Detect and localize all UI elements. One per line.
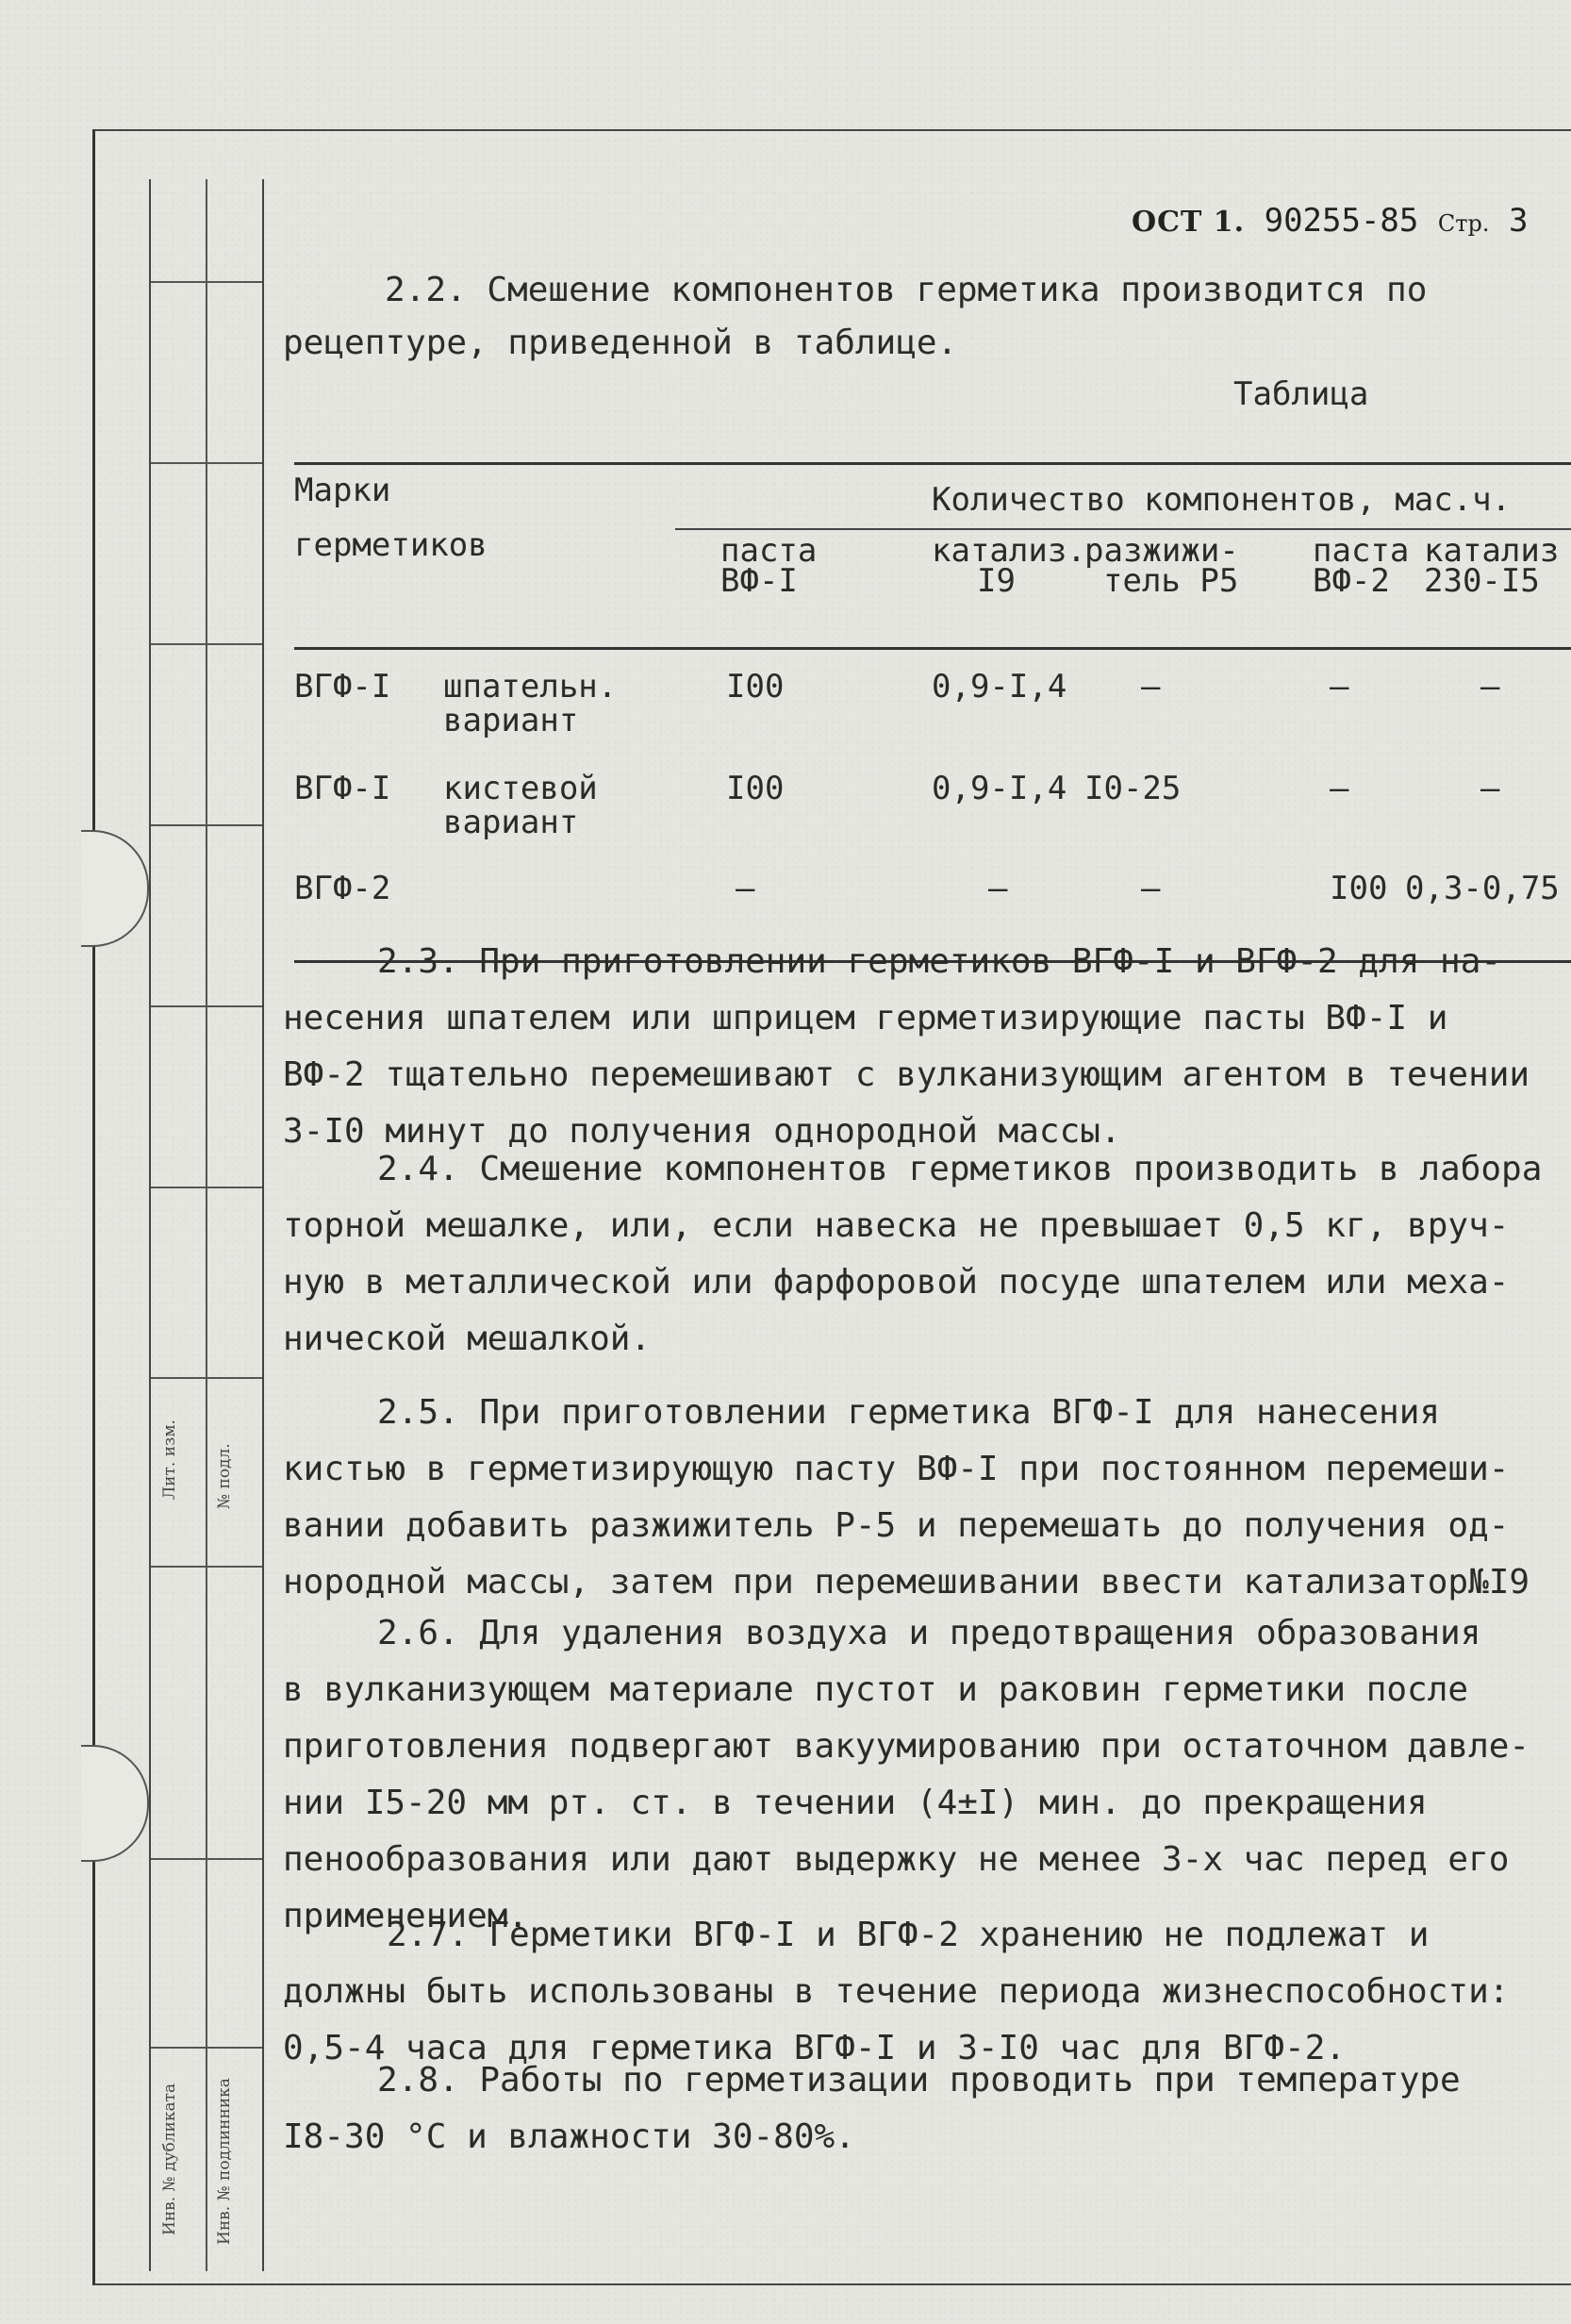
text-line: ВФ-2 тщательно перемешивают с вулканизующим агентом в течении: [283, 1055, 1530, 1094]
text-line: 2.8. Работы по герметизации проводить при температуре: [377, 2061, 1461, 2100]
text-line: в вулканизующем материале пустот и раковин герметики после: [283, 1670, 1469, 1709]
table-cell: 0,9-I,4: [932, 770, 1067, 807]
col-header: катализ: [1424, 532, 1560, 570]
text-line: 2.5. При приготовлении герметика ВГФ-I для нанесения: [377, 1393, 1441, 1432]
text-line: пенообразования или дают выдержку не менее 3-х час перед его: [283, 1840, 1510, 1879]
paragraph-2-8: [283, 2052, 1565, 2166]
table-row-variant: шпательн.: [443, 668, 618, 706]
document-code: [1132, 202, 1528, 240]
paragraph-2-5: [283, 1385, 1565, 1611]
table-cell: I00: [1330, 870, 1388, 907]
table-cell: 0,3-0,75: [1405, 870, 1560, 907]
page-label: Стр.: [1437, 210, 1490, 237]
table-cell: 0,9-I,4: [932, 668, 1067, 706]
paragraph-2-6: [283, 1605, 1565, 1945]
col-header: ВФ-I: [720, 562, 798, 600]
table-cell: I00: [726, 668, 785, 706]
text-line: несения шпателем или шприцем герметизирующие пасты ВФ-I и: [283, 999, 1448, 1038]
text-line: 0,5-4 часа для герметика ВГФ-I и 3-I0 час для ВГФ-2.: [283, 2029, 1347, 2067]
text-line: торной мешалке, или, если навеска не превышает 0,5 кг, вруч-: [283, 1206, 1510, 1245]
col-header: тель Р5: [1103, 562, 1239, 600]
intro-line-2: рецептуре, приведенной в таблице.: [283, 324, 958, 362]
text-line: I8-30 °С и влажности 30-80%.: [283, 2117, 855, 2156]
text-line: 2.6. Для удаления воздуха и предотвращения образования: [377, 1614, 1481, 1652]
col-header: ВФ-2: [1313, 562, 1390, 600]
text-line: приготовления подвергают вакуумированию при остаточном давле-: [283, 1727, 1530, 1766]
table-cell: –: [1480, 770, 1500, 807]
paragraph-2-3: [283, 934, 1565, 1160]
table-cell: –: [1141, 870, 1161, 907]
text-line: 2.3. При приготовлении герметиков ВГФ-I и ВГФ-2 для на-: [377, 942, 1502, 981]
text-line: 2.7. Герметики ВГФ-I и ВГФ-2 хранению не подлежат и: [387, 1916, 1430, 1954]
margin-lit-izm: Лит. изм.: [160, 1419, 179, 1500]
col-mark-header-2: герметиков: [294, 526, 488, 564]
text-line: 2.4. Смешение компонентов герметиков производить в лабора: [377, 1150, 1543, 1188]
col-header: катализ.: [932, 532, 1086, 570]
strip-mid-line: [206, 179, 207, 2271]
group-header: Количество компонентов, мас.ч.: [932, 481, 1512, 519]
text-line: должны быть использованы в течение периода жизнеспособности:: [283, 1972, 1510, 2011]
margin-inv-dubl: Инв. № дубликата: [160, 2083, 179, 2235]
margin-inv-podl: Инв. № подлинника: [215, 2078, 234, 2245]
intro-line-1: 2.2. Смешение компонентов герметика производится по: [385, 271, 1428, 309]
table-cell: I00: [726, 770, 785, 807]
col-header: разжижи-: [1084, 532, 1239, 570]
text-line: ную в металлической или фарфоровой посуде шпателем или меха-: [283, 1263, 1510, 1302]
text-line: нородной массы, затем при перемешивании ввести катализатор№I9: [283, 1563, 1530, 1602]
col-header: I9: [977, 562, 1016, 600]
col-header: 230-I5: [1424, 562, 1540, 600]
text-line: вании добавить разжижитель Р-5 и перемешать до получения од-: [283, 1506, 1510, 1545]
table-top-rule: [294, 462, 1571, 465]
margin-no-podl: № подл.: [215, 1443, 234, 1509]
table-caption: Таблица: [1233, 375, 1369, 413]
table-cell: –: [1141, 668, 1161, 706]
table-row-variant: вариант: [443, 804, 579, 841]
table-cell: I0-25: [1084, 770, 1182, 807]
col-header: паста: [720, 532, 818, 570]
ost-label: ОСТ 1.: [1132, 206, 1246, 239]
text-line: кистью в герметизирующую пасту ВФ-I при постоянном перемеши-: [283, 1450, 1510, 1488]
table-row-mark: ВГФ-2: [294, 870, 391, 907]
text-line: нической мешалкой.: [283, 1320, 652, 1358]
table-cell: –: [1330, 668, 1349, 706]
table-row-variant: кистевой: [443, 770, 598, 807]
table-row-variant: вариант: [443, 702, 579, 739]
table-cell: –: [1480, 668, 1500, 706]
paragraph-2-4: [283, 1141, 1565, 1368]
table-cell: –: [736, 870, 755, 907]
text-line: применением.: [283, 1897, 529, 1935]
table-row-mark: ВГФ-I: [294, 770, 391, 807]
paragraph-2-7: [283, 1907, 1565, 2077]
col-header: паста: [1313, 532, 1410, 570]
text-line: 3-I0 минут до получения однородной массы.: [283, 1112, 1121, 1151]
table-cell: –: [988, 870, 1008, 907]
page-number: 3: [1508, 202, 1529, 240]
table-header-rule: [294, 647, 1571, 650]
table-row-mark: ВГФ-I: [294, 668, 391, 706]
text-line: нии I5-20 мм рт. ст. в течении (4±I) мин. до прекращения: [283, 1784, 1428, 1822]
margin-strip: [149, 179, 264, 2271]
group-header-rule: [675, 528, 1571, 530]
table-cell: –: [1330, 770, 1349, 807]
col-mark-header-1: Марки: [294, 472, 391, 509]
ost-number: 90255-85: [1264, 202, 1419, 240]
